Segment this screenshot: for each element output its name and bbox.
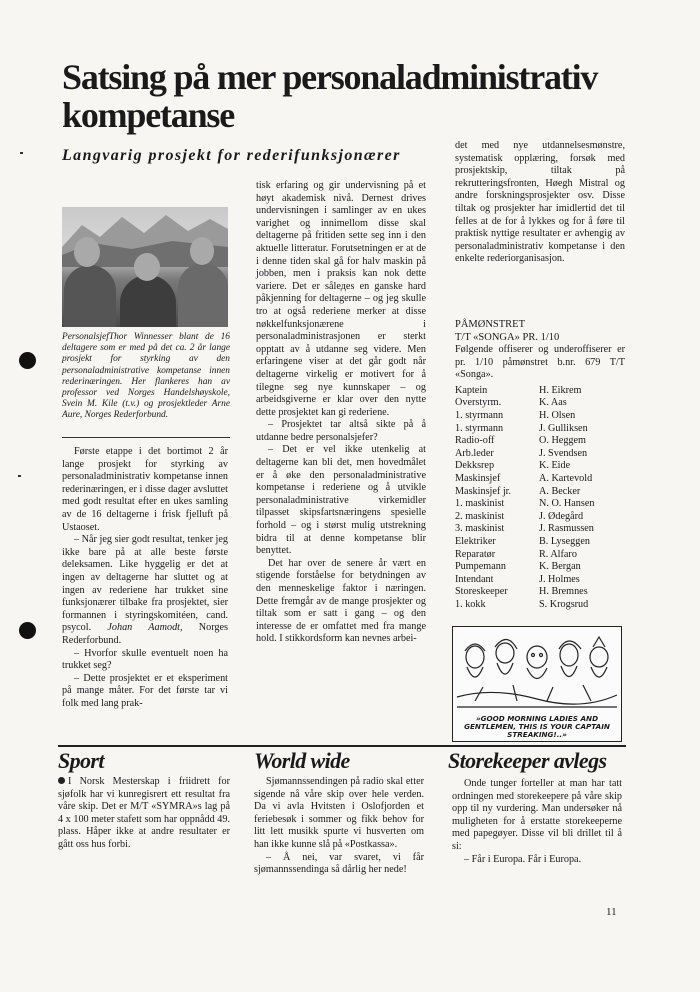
article-paragraph: det med nye utdannelsesmønstre, systematisk opplæring, forsøk med prosjektskip, tiltak på rekrutteringsfronten, Høegh Mistral og andre forskningsprosjekter osv. Disse tiltak og prosjekter har imidlertid det til felles at de for å lykkes og for å føre til praktisk nyttige resultater er avhengig av personaladministrativ kompetanse i den enkelte rederiorganisasjon. bbox=[455, 140, 625, 265]
binder-hole bbox=[19, 352, 36, 369]
crew-role: Intendant bbox=[455, 573, 494, 585]
crew-role: Kaptein bbox=[455, 384, 488, 396]
crew-row bbox=[455, 523, 594, 536]
crew-row bbox=[455, 599, 594, 612]
crew-role: 1. kokk bbox=[455, 598, 486, 610]
crew-name: J. Holmes bbox=[539, 573, 580, 585]
crew-row bbox=[455, 498, 594, 511]
crew-name: S. Krogsrud bbox=[539, 598, 589, 610]
crew-list bbox=[455, 318, 625, 611]
crew-name: K. Eide bbox=[539, 460, 571, 472]
crew-name: K. Aas bbox=[539, 397, 567, 409]
crew-name: H. Olsen bbox=[539, 409, 576, 421]
sport-column bbox=[58, 776, 230, 852]
storekeeper-title: Storekeeper avlegs bbox=[448, 748, 607, 773]
crew-role: Radio-off bbox=[455, 435, 495, 447]
crew-row bbox=[455, 586, 594, 599]
crew-name: H. Eikrem bbox=[539, 384, 582, 396]
crew-role: Dekksrep bbox=[455, 460, 495, 472]
person-right-head bbox=[190, 237, 214, 265]
bullet-icon bbox=[58, 777, 65, 784]
crew-row bbox=[455, 385, 594, 398]
cartoon-drawing bbox=[453, 627, 621, 717]
crew-heading: PÅMØNSTRET bbox=[455, 319, 526, 330]
person-right bbox=[178, 263, 228, 327]
world-wide-title: World wide bbox=[254, 748, 350, 773]
crew-name: K. Bergan bbox=[539, 561, 581, 573]
article-column-3 bbox=[455, 140, 625, 266]
crew-row bbox=[455, 423, 594, 436]
world-wide-quote: – Å nei, var svaret, vi får sjømannssendinga så dårlig her nede! bbox=[254, 851, 424, 876]
crew-role: 1. styrmann bbox=[455, 422, 504, 434]
article-column-2 bbox=[256, 180, 426, 646]
crew-row bbox=[455, 473, 594, 486]
crew-subheading: T/T «SONGA» PR. 1/10 bbox=[455, 332, 560, 343]
cartoon-caption: »GOOD MORNING LADIES AND GENTLEMEN, THIS IS YOUR CAPTAIN STREAKING!..» bbox=[464, 714, 610, 739]
crew-intro: Følgende offiserer og underoffiserer er pr. 1/10 påmønstret b.nr. 679 T/T «Songa». bbox=[455, 344, 625, 381]
crew-role: 3. maskinist bbox=[455, 523, 505, 535]
crew-name: R. Alfaro bbox=[539, 548, 577, 560]
crew-row bbox=[455, 486, 594, 499]
binder-hole bbox=[19, 622, 36, 639]
crew-role: Reparatør bbox=[455, 548, 496, 560]
crew-role: Maskinsjef jr. bbox=[455, 485, 512, 497]
world-wide-column bbox=[254, 776, 424, 877]
crew-role: Elektriker bbox=[455, 535, 496, 547]
caption-divider bbox=[62, 437, 230, 438]
crew-name: O. Heggem bbox=[539, 435, 586, 447]
crew-name: J. Rasmussen bbox=[539, 523, 594, 535]
section-divider bbox=[58, 745, 626, 747]
article-paragraph: Første etappe i det bortimot 2 år lange prosjekt for styrking av personaladministrativ kompetanse innen rederinæringen, er i disse dager avsluttet med godt resultat efter en ukes samling av de 16 deltagerne i frisk fjelluft på Ustaoset. bbox=[62, 446, 228, 533]
sport-title: Sport bbox=[58, 748, 104, 773]
storekeeper-quote: – Får i Europa. Får i Europa. bbox=[464, 853, 582, 865]
article-photo bbox=[62, 207, 228, 327]
article-paragraph: – Det er vel ikke utenkelig at deltagerne kan bli det, men hovedmålet er å øke den personaladministrative kompetanse i rederiene og å utvikle personaladministrative virkemidler tilpasset skipsfartsnæringens spesielle forhold – og i størst mulig utstrekning bidra til at denne kompetanse blir benyttet. bbox=[256, 444, 426, 557]
crew-row bbox=[455, 448, 594, 461]
crew-row bbox=[455, 549, 594, 562]
crew-name: J. Gulliksen bbox=[539, 422, 588, 434]
scan-speck bbox=[20, 152, 23, 154]
storekeeper-column bbox=[452, 778, 622, 866]
crew-role: 2. maskinist bbox=[455, 510, 505, 522]
person-center bbox=[120, 275, 176, 327]
crew-role: 1. maskinist bbox=[455, 498, 505, 510]
subheadline: Langvarig prosjekt for rederifunksjonærer bbox=[62, 147, 401, 164]
crew-role: 1. styrmann bbox=[455, 409, 504, 421]
article-column-1 bbox=[62, 446, 228, 710]
crew-row bbox=[455, 536, 594, 549]
crew-row bbox=[455, 397, 594, 410]
crew-table bbox=[455, 385, 594, 612]
page-number: 11 bbox=[606, 906, 617, 918]
crew-row bbox=[455, 574, 594, 587]
photo-caption: PersonalsjefThor Winnesser blant de 16 deltagere som er med på det ca. 2 år lange prosjekt for styrking av den personaladministrative kompetanse innen rederinæringen. Her flankeres han av professor ved Norges Handelshøyskole, Svein M. Kile (t.v.) og prosjektleder Arne Aure, Norges Rederforbund. bbox=[62, 332, 230, 421]
crew-row bbox=[455, 460, 594, 473]
crew-role: Overstyrm. bbox=[455, 397, 502, 409]
article-paragraph: tisk erfaring og gir undervisning på et høyt akademisk nivå. Dernest drives undervisningen i samlinger av en ukes varighet og innimellom disse skal deltagerne på fritiden sette seg inn i den aktuelle litteratur. Forutsetningen er at de i denne tiden skal gå for halv maskin på jobben, men i praksis kan nok dette variere. Det er sålедes en ganske hard påkjenning for deltagerne – og jeg skulle tro at også rederiene merker at disse nøkkelfunksjonærene i personaladministrasjonen er sterkt opptatt av å utdanne seg videre. Men erfaringene viser at det går godt når deltagerne virkelig er motivert for å tilegne seg nye kunnskaper – og arbeidsgiverne er klar over den nytte dette prosjektet kan gi rederiene. bbox=[256, 180, 426, 418]
person-center-head bbox=[134, 253, 160, 281]
crew-name: H. Bremnes bbox=[539, 586, 588, 598]
crew-name: J. Ødegård bbox=[539, 510, 584, 522]
article-paragraph: – Dette prosjektet er et eksperiment på mange måter. For det første tar vi folk med lang prak- bbox=[62, 672, 228, 709]
crew-name: B. Lyseggen bbox=[539, 535, 590, 547]
article-paragraph: – Hvorfor skulle eventuelt noen ha trukket seg? bbox=[62, 647, 228, 672]
crew-role: Storeskeeper bbox=[455, 586, 508, 598]
article-paragraph: – Når jeg sier godt resultat, tenker jeg ikke bare på at alle beste første deleksamen. Like hyggelig er det at ingen av deltagerne har sluttet og at ingen av rederiene har trukket sine funksjonærer tilbake fra prosjektet, sier formannen i styringskomitéen, cand. psycol. Johan Aamodt, Norges Rederforbund. bbox=[62, 534, 228, 646]
crew-row bbox=[455, 511, 594, 524]
crew-name: A. Kartevold bbox=[539, 472, 593, 484]
person-left-head bbox=[74, 237, 100, 267]
scan-speck bbox=[18, 475, 21, 477]
crew-row bbox=[455, 435, 594, 448]
crew-name: N. O. Hansen bbox=[539, 498, 595, 510]
crew-row bbox=[455, 561, 594, 574]
person-left bbox=[64, 265, 116, 327]
crew-row bbox=[455, 410, 594, 423]
article-paragraph: – Prosjektet tar altså sikte på å utdanne bedre personalsjefer? bbox=[256, 419, 426, 443]
quoted-person: Johan Aamodt, bbox=[107, 622, 183, 634]
crew-name: A. Becker bbox=[539, 485, 581, 497]
article-paragraph: Det har over de senere år vært en stigende forståelse for betydningen av den menneskelige faktor i næringen. Dette fremgår av de mange prosjekter og tiltak som er satt i gang – og den interesse de er omfattet med fra mange hold. I stikkordsform kan nevnes arbei- bbox=[256, 557, 426, 645]
cartoon bbox=[452, 626, 622, 742]
crew-role: Pumpemann bbox=[455, 561, 506, 573]
headline: Satsing på mer personaladministrativ kompetanse bbox=[62, 57, 598, 135]
crew-name: J. Svendsen bbox=[539, 447, 588, 459]
world-wide-body: Sjømannssendingen på radio skal etter sigende nå våre skip over hele verden. Da vi avla Hvitsten i Oslofjorden et feriebesøk i sommer og fikk behov for litt lett musikk spurte vi husverten om han ikke kunne slå på «Postkassa». bbox=[254, 776, 424, 850]
sport-body: I Norsk Mesterskap i friidrett for sjøfolk har vi kunregisrert ett resultat fra våre skip. Det er M/T «SYMRA»s lag på 4 x 100 meter stafett som har oppnådd 49. plass. Håper ikke at andre resultater er gått oss hus forbi. bbox=[58, 776, 230, 850]
crew-role: Maskinsjef bbox=[455, 472, 501, 484]
crew-role: Arb.leder bbox=[455, 447, 494, 459]
storekeeper-body: Onde tunger forteller at man har tatt ordningen med storekeepere på våre skip opp til ny vurdering. Man undersøker nå muligheten for å erstatte storekeeperne med papegøyer. Disse vil bli drillet til å si: bbox=[452, 778, 622, 852]
